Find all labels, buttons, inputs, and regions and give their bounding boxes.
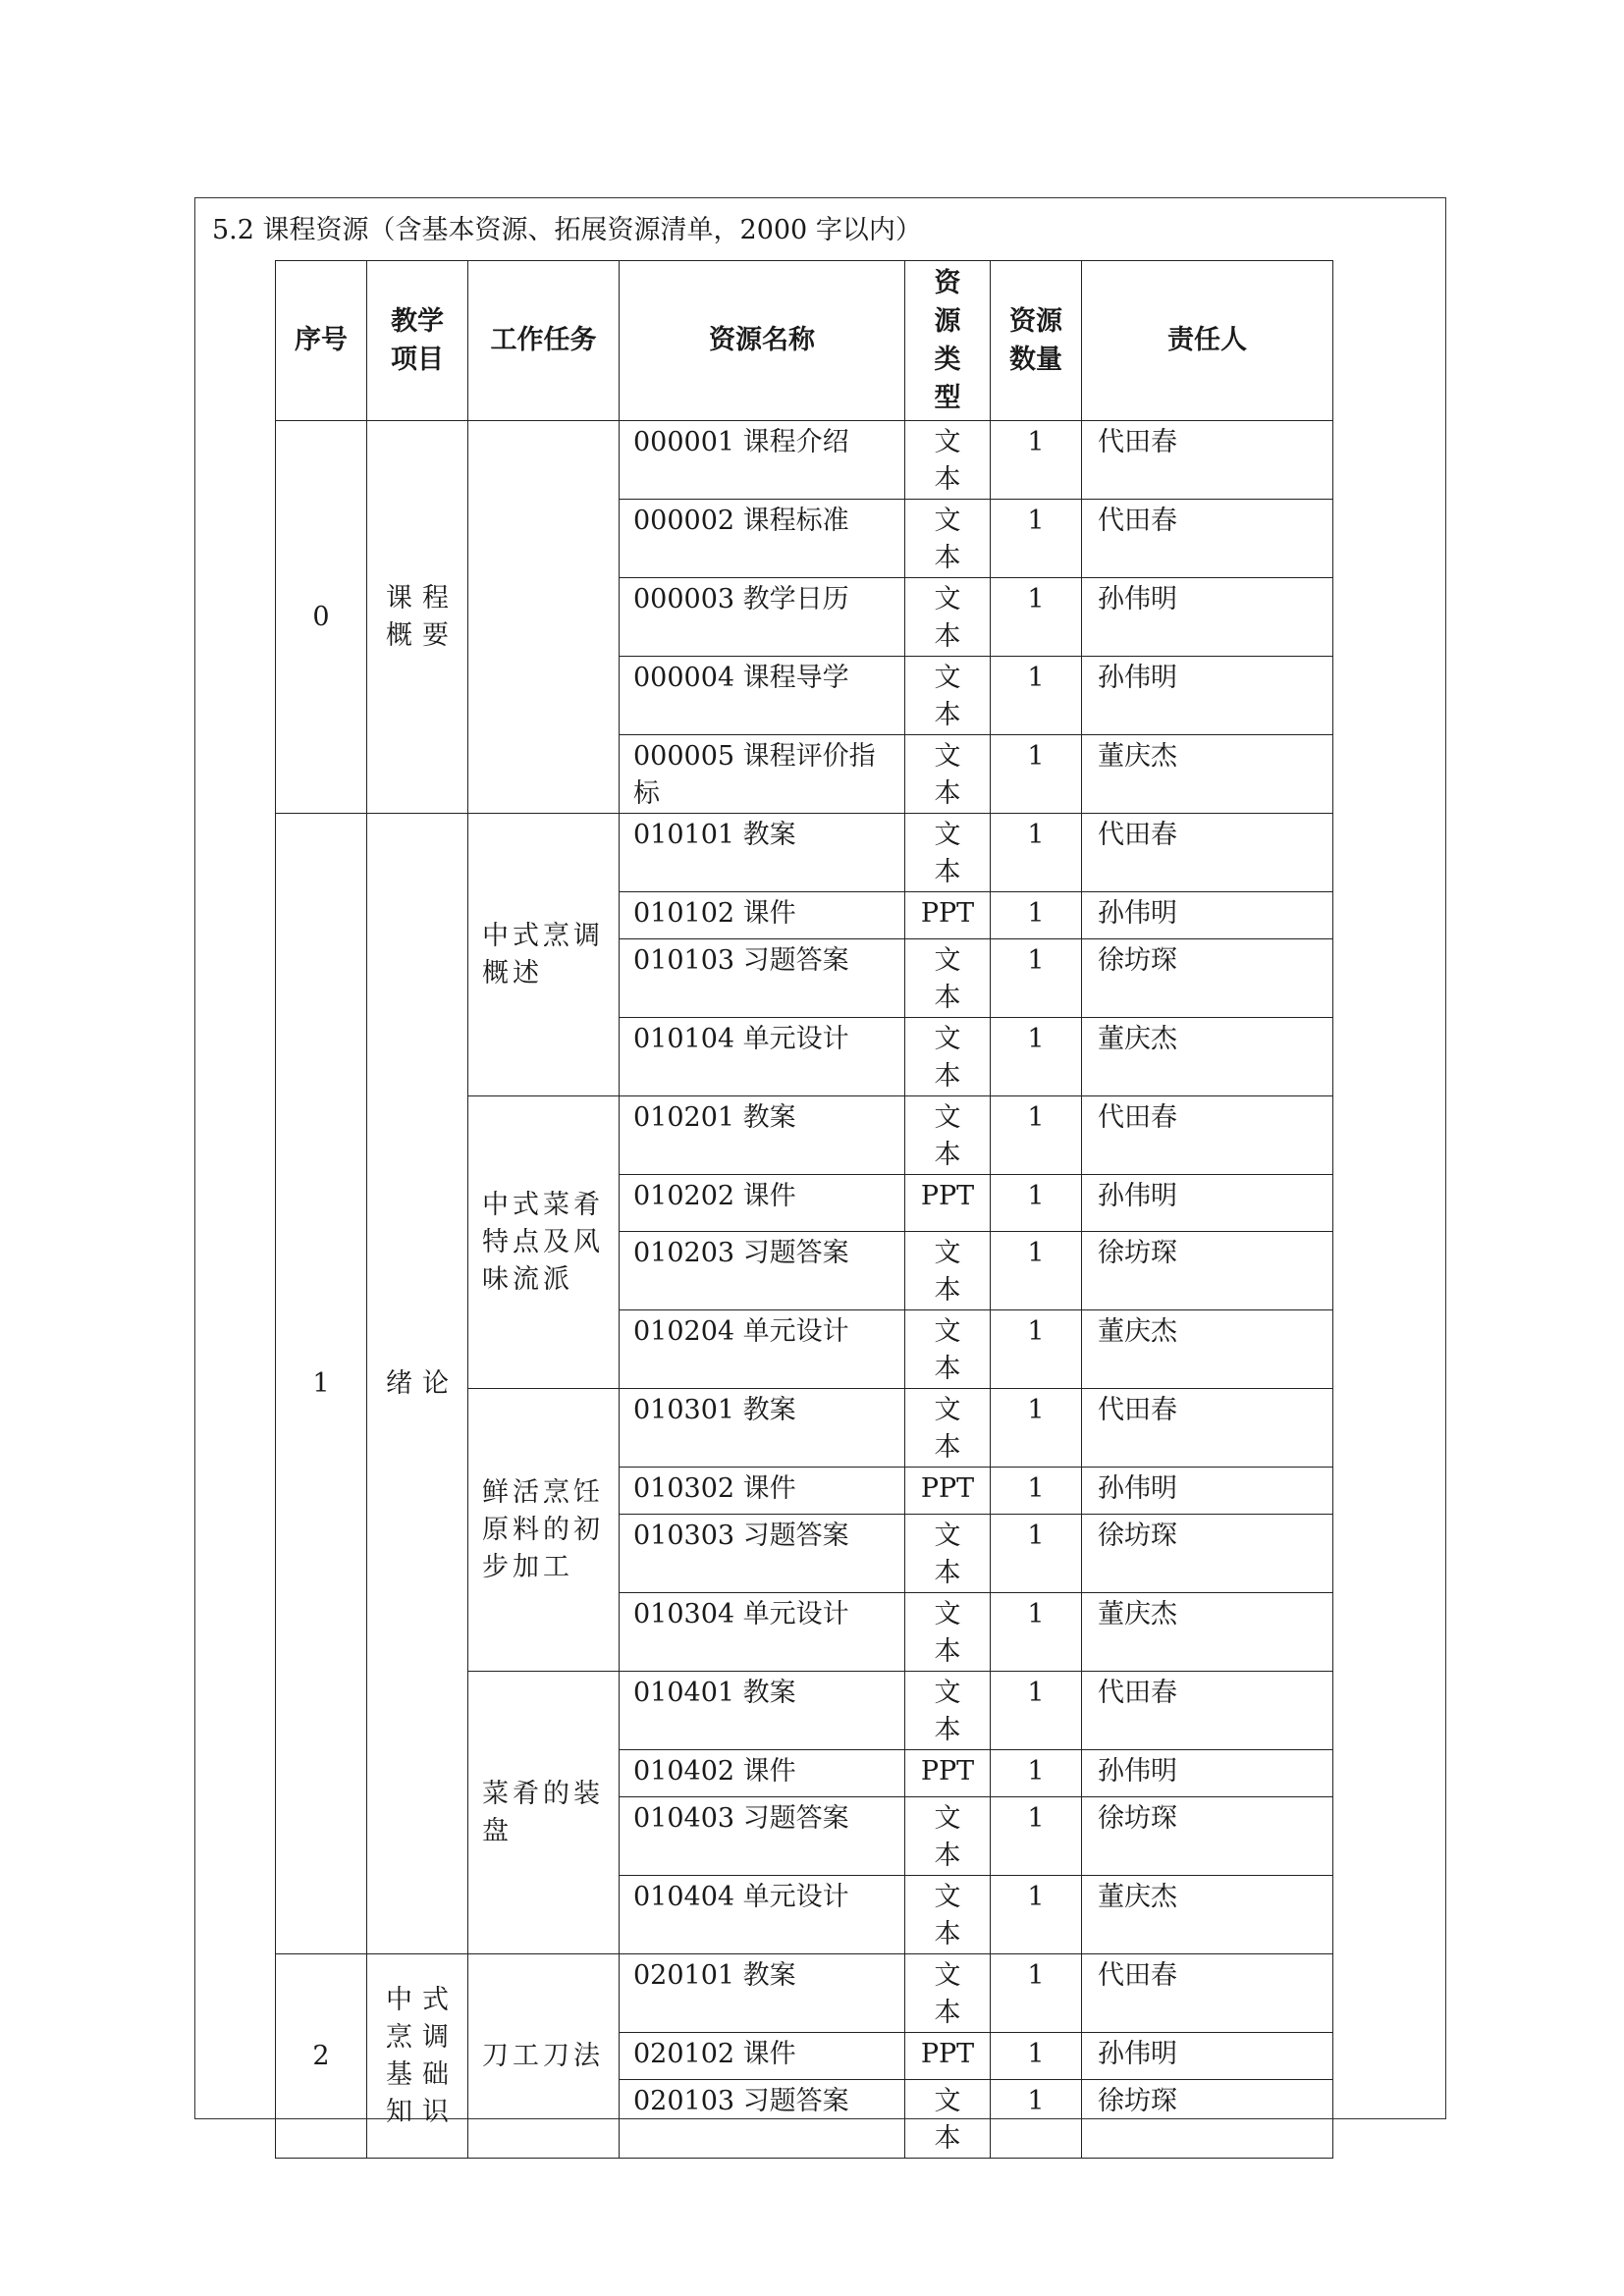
cell-responsible-person: 代田春	[1082, 1389, 1333, 1468]
cell-resource-type	[905, 657, 991, 735]
cell-resource-type	[905, 421, 991, 500]
cell-resource-qty: 1	[991, 1389, 1082, 1468]
cell-resource-type	[905, 1954, 991, 2033]
cell-resource-type	[905, 1672, 991, 1750]
resource-type-label: 文本	[934, 1238, 961, 1306]
cell-resource-qty: 1	[991, 1310, 1082, 1389]
resource-type-label: PPT	[920, 1181, 975, 1211]
cell-resource-type	[905, 578, 991, 657]
cell-project	[367, 814, 468, 1954]
cell-resource-name: 010103 习题答案	[620, 939, 905, 1018]
cell-resource-type	[905, 1750, 991, 1797]
cell-responsible-person: 孙伟明	[1082, 2033, 1333, 2080]
cell-resource-qty: 1	[991, 1750, 1082, 1797]
cell-resource-type	[905, 1593, 991, 1672]
cell-resource-name: 010401 教案	[620, 1672, 905, 1750]
cell-resource-qty: 1	[991, 1468, 1082, 1515]
cell-responsible-person: 代田春	[1082, 500, 1333, 578]
cell-resource-type	[905, 1018, 991, 1096]
cell-resource-qty: 1	[991, 939, 1082, 1018]
cell-resource-type	[905, 1389, 991, 1468]
cell-resource-name: 010301 教案	[620, 1389, 905, 1468]
resource-type-label: 文本	[934, 1599, 961, 1667]
resource-type-label: PPT	[920, 2039, 975, 2069]
resource-type-label: 文本	[934, 945, 961, 1013]
cell-resource-qty: 1	[991, 2033, 1082, 2080]
resource-type-label: PPT	[920, 898, 975, 929]
resource-type-label: 文本	[934, 1024, 961, 1092]
cell-resource-qty: 1	[991, 2080, 1082, 2159]
table-row	[276, 421, 1333, 500]
cell-resource-name: 000001 课程介绍	[620, 421, 905, 500]
cell-responsible-person: 徐坊琛	[1082, 939, 1333, 1018]
cell-resource-type	[905, 939, 991, 1018]
project-label: 绪论	[386, 1367, 449, 1399]
cell-resource-qty: 1	[991, 657, 1082, 735]
cell-responsible-person: 徐坊琛	[1082, 1515, 1333, 1593]
cell-resource-qty: 1	[991, 814, 1082, 892]
cell-responsible-person: 董庆杰	[1082, 1018, 1333, 1096]
cell-resource-qty: 1	[991, 1672, 1082, 1750]
cell-resource-qty: 1	[991, 1515, 1082, 1593]
cell-resource-name: 000004 课程导学	[620, 657, 905, 735]
cell-resource-qty: 1	[991, 892, 1082, 939]
resource-type-label: 文本	[934, 1678, 961, 1745]
cell-resource-type	[905, 1232, 991, 1310]
cell-resource-name: 010101 教案	[620, 814, 905, 892]
cell-resource-qty: 1	[991, 735, 1082, 814]
cell-resource-type	[905, 735, 991, 814]
cell-task: 中式烹调概述	[468, 814, 620, 1096]
resource-type-label: 文本	[934, 1521, 961, 1588]
cell-responsible-person: 董庆杰	[1082, 1593, 1333, 1672]
cell-resource-name: 010403 习题答案	[620, 1797, 905, 1876]
table-row	[276, 1954, 1333, 2033]
resource-type-label: 文本	[934, 1882, 961, 1949]
cell-resource-name: 000005 课程评价指标	[620, 735, 905, 814]
cell-responsible-person: 徐坊琛	[1082, 2080, 1333, 2159]
cell-index: 1	[276, 814, 367, 1954]
cell-resource-type	[905, 1096, 991, 1175]
resource-type-label: PPT	[920, 1473, 975, 1504]
cell-responsible-person: 代田春	[1082, 1954, 1333, 2033]
cell-project	[367, 1954, 468, 2159]
header-name: 资源名称	[620, 261, 905, 421]
resource-type-label: 文本	[934, 584, 961, 652]
resource-type-label: 文本	[934, 1316, 961, 1384]
cell-resource-qty: 1	[991, 421, 1082, 500]
cell-task: 鲜活烹饪原料的初步加工	[468, 1389, 620, 1672]
cell-responsible-person: 代田春	[1082, 421, 1333, 500]
cell-resource-type	[905, 500, 991, 578]
course-resource-table	[275, 260, 1333, 2159]
header-row	[276, 261, 1333, 421]
cell-resource-type	[905, 2080, 991, 2159]
cell-resource-name: 010102 课件	[620, 892, 905, 939]
cell-resource-name: 020101 教案	[620, 1954, 905, 2033]
resource-type-label: PPT	[920, 1756, 975, 1787]
table-row	[276, 814, 1333, 892]
cell-responsible-person: 代田春	[1082, 1096, 1333, 1175]
cell-resource-name: 010404 单元设计	[620, 1876, 905, 1954]
cell-resource-type	[905, 1175, 991, 1232]
cell-resource-type	[905, 1515, 991, 1593]
resource-type-label: 文本	[934, 663, 961, 730]
cell-resource-name: 010203 习题答案	[620, 1232, 905, 1310]
cell-task	[468, 421, 620, 814]
cell-resource-qty: 1	[991, 1232, 1082, 1310]
resource-type-label: 文本	[934, 1803, 961, 1871]
cell-resource-name: 010202 课件	[620, 1175, 905, 1232]
cell-responsible-person: 孙伟明	[1082, 578, 1333, 657]
resource-type-label: 文本	[934, 2086, 961, 2154]
cell-responsible-person: 孙伟明	[1082, 1750, 1333, 1797]
cell-resource-name: 010104 单元设计	[620, 1018, 905, 1096]
header-type: 资源类型	[905, 261, 991, 421]
cell-responsible-person: 徐坊琛	[1082, 1797, 1333, 1876]
header-project: 教学项目	[367, 261, 468, 421]
cell-resource-qty: 1	[991, 1096, 1082, 1175]
cell-project	[367, 421, 468, 814]
cell-index: 2	[276, 1954, 367, 2159]
cell-resource-name: 020102 课件	[620, 2033, 905, 2080]
cell-responsible-person: 代田春	[1082, 814, 1333, 892]
cell-responsible-person: 孙伟明	[1082, 1468, 1333, 1515]
project-label: 中式烹调基础知识	[386, 1984, 449, 2127]
resource-type-label: 文本	[934, 741, 961, 809]
cell-responsible-person: 孙伟明	[1082, 657, 1333, 735]
cell-resource-qty: 1	[991, 1593, 1082, 1672]
resource-type-label: 文本	[934, 506, 961, 573]
cell-responsible-person: 代田春	[1082, 1672, 1333, 1750]
cell-resource-type	[905, 892, 991, 939]
resource-type-label: 文本	[934, 427, 961, 495]
cell-resource-type	[905, 1310, 991, 1389]
cell-resource-qty: 1	[991, 500, 1082, 578]
cell-resource-name: 000002 课程标准	[620, 500, 905, 578]
header-person: 责任人	[1082, 261, 1333, 421]
header-task: 工作任务	[468, 261, 620, 421]
cell-resource-qty: 1	[991, 1797, 1082, 1876]
cell-resource-type	[905, 2033, 991, 2080]
cell-resource-type	[905, 1468, 991, 1515]
cell-responsible-person: 董庆杰	[1082, 1876, 1333, 1954]
cell-resource-qty: 1	[991, 1175, 1082, 1232]
cell-responsible-person: 孙伟明	[1082, 1175, 1333, 1232]
cell-resource-name: 010303 习题答案	[620, 1515, 905, 1593]
section-title: 5.2 课程资源（含基本资源、拓展资源清单，2000 字以内）	[212, 215, 922, 245]
cell-resource-type	[905, 1797, 991, 1876]
cell-resource-name: 010302 课件	[620, 1468, 905, 1515]
cell-resource-name: 010201 教案	[620, 1096, 905, 1175]
resource-type-label: 文本	[934, 1960, 961, 2028]
cell-task: 中式菜肴特点及风味流派	[468, 1096, 620, 1389]
project-label: 课程概要	[386, 582, 449, 651]
cell-resource-name: 020103 习题答案	[620, 2080, 905, 2159]
cell-task: 刀工刀法	[468, 1954, 620, 2159]
cell-resource-qty: 1	[991, 1018, 1082, 1096]
resource-type-label: 文本	[934, 820, 961, 887]
cell-resource-name: 000003 教学日历	[620, 578, 905, 657]
cell-resource-name: 010402 课件	[620, 1750, 905, 1797]
cell-resource-qty: 1	[991, 1954, 1082, 2033]
header-index: 序号	[276, 261, 367, 421]
cell-resource-name: 010304 单元设计	[620, 1593, 905, 1672]
cell-resource-qty: 1	[991, 578, 1082, 657]
cell-responsible-person: 孙伟明	[1082, 892, 1333, 939]
cell-resource-qty: 1	[991, 1876, 1082, 1954]
cell-index: 0	[276, 421, 367, 814]
cell-responsible-person: 徐坊琛	[1082, 1232, 1333, 1310]
resource-type-label: 文本	[934, 1102, 961, 1170]
header-qty: 资源数量	[991, 261, 1082, 421]
cell-responsible-person: 董庆杰	[1082, 735, 1333, 814]
cell-responsible-person: 董庆杰	[1082, 1310, 1333, 1389]
cell-resource-name: 010204 单元设计	[620, 1310, 905, 1389]
cell-task: 菜肴的装盘	[468, 1672, 620, 1954]
resource-type-label: 文本	[934, 1395, 961, 1463]
cell-resource-type	[905, 1876, 991, 1954]
cell-resource-type	[905, 814, 991, 892]
